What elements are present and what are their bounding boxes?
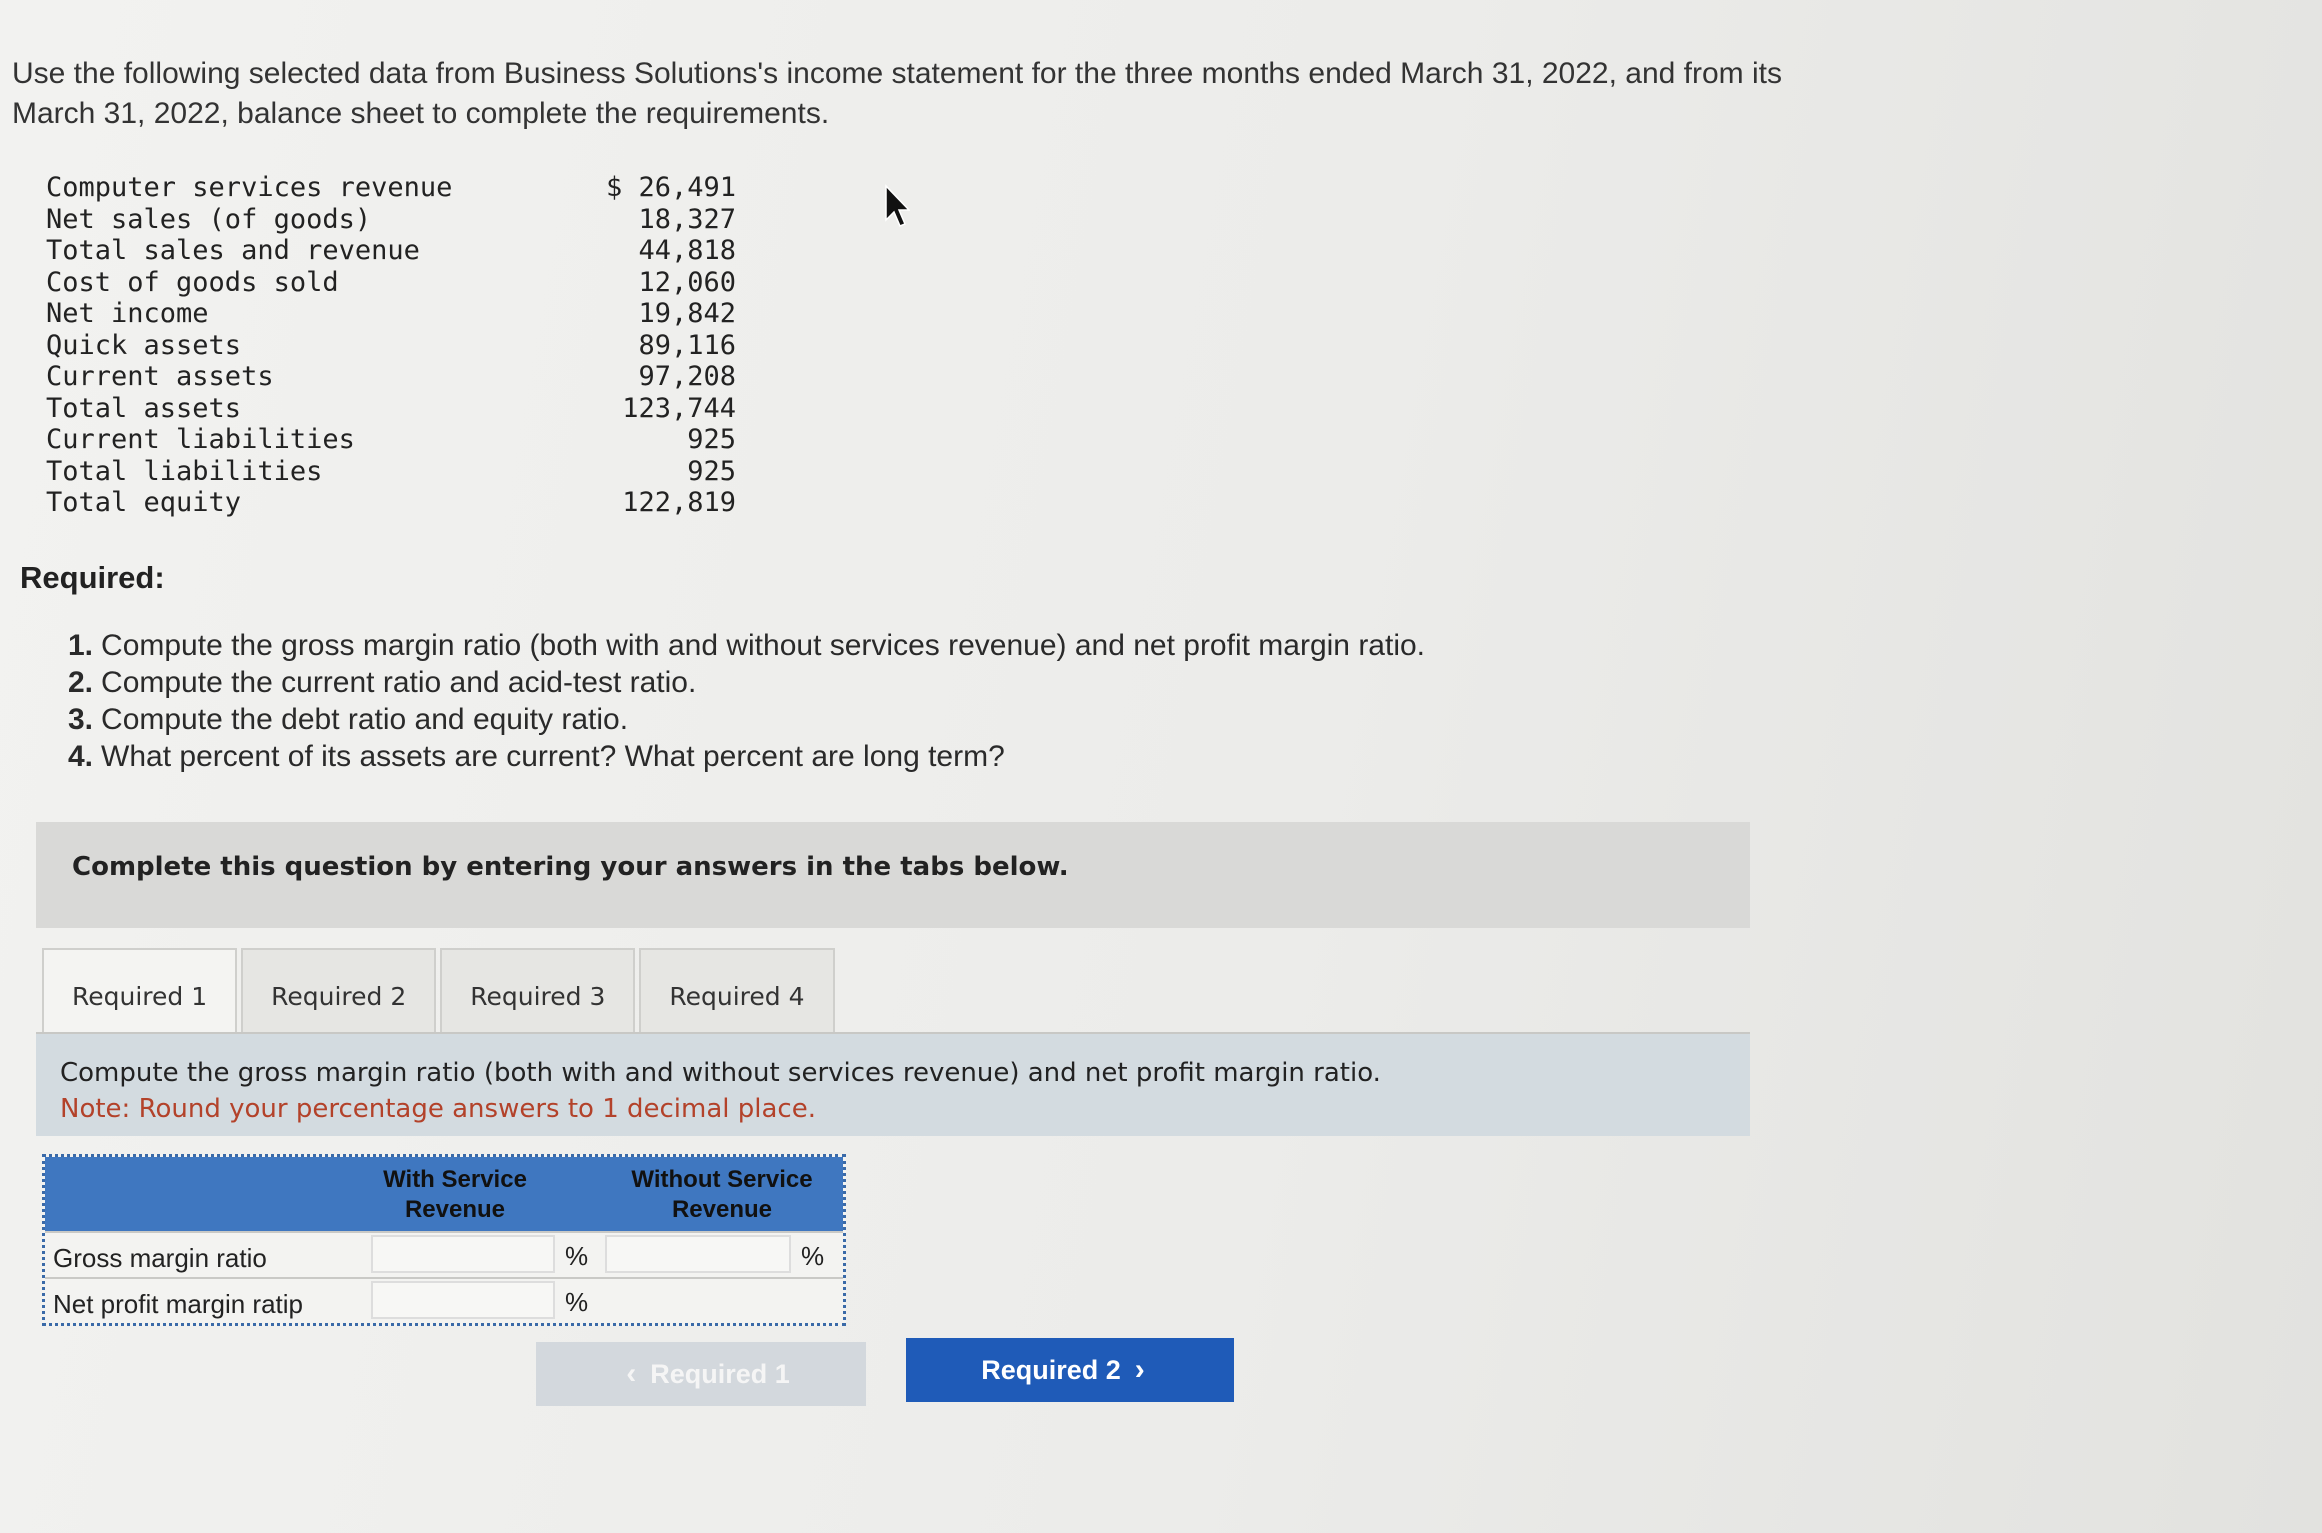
item-number: 2.	[68, 666, 94, 699]
required-heading: Required:	[20, 560, 165, 595]
data-row	[42, 235, 736, 267]
tab-required-3[interactable]: Required 3	[440, 948, 635, 1044]
net-profit-margin-input[interactable]	[371, 1281, 555, 1319]
financial-data-table	[42, 172, 736, 519]
mouse-cursor-icon	[884, 184, 910, 228]
data-label: Current liabilities	[46, 424, 355, 455]
data-label: Net income	[46, 298, 209, 329]
item-text: Compute the debt ratio and equity ratio.	[101, 703, 629, 736]
list-item	[68, 627, 1425, 664]
list-item	[68, 738, 1425, 775]
data-row	[42, 393, 736, 425]
data-value: 18,327	[638, 203, 736, 235]
previous-button-label: Required 1	[650, 1358, 790, 1389]
next-button-label: Required 2	[981, 1354, 1121, 1385]
data-label: Total liabilities	[46, 455, 323, 487]
data-row	[42, 487, 736, 519]
intro-line-2: March 31, 2022, balance sheet to complete the requirements.	[12, 97, 830, 130]
percent-unit: %	[565, 1241, 589, 1271]
data-label: Total equity	[46, 487, 242, 518]
chevron-left-icon: ‹	[626, 1357, 637, 1390]
list-item	[68, 701, 1425, 738]
column-header-without-service	[607, 1165, 837, 1225]
item-number: 4.	[68, 740, 94, 773]
data-label: Computer services revenue	[46, 172, 453, 203]
data-row	[42, 204, 736, 236]
data-row	[42, 172, 736, 204]
instruction-note: Note: Round your percentage answers to 1 decimal place.	[60, 1094, 816, 1124]
complete-prompt: Complete this question by entering your answers in the tabs below.	[72, 852, 1069, 882]
answer-table-header	[45, 1157, 843, 1231]
percent-unit: %	[801, 1241, 825, 1271]
data-row	[42, 298, 736, 330]
gross-margin-without-service-input[interactable]	[605, 1235, 791, 1273]
data-label: Total assets	[46, 392, 242, 424]
chevron-right-icon: ›	[1134, 1353, 1145, 1386]
data-label: Current assets	[46, 361, 274, 392]
data-row	[42, 361, 736, 393]
row-label: Gross margin ratio	[53, 1243, 267, 1273]
instruction-panel	[36, 1034, 1750, 1136]
answer-table	[42, 1154, 846, 1326]
previous-button[interactable]	[536, 1342, 866, 1406]
tab-required-2[interactable]: Required 2	[241, 948, 436, 1044]
data-row	[42, 424, 736, 456]
requirements-list	[68, 627, 1425, 775]
instruction-text: Compute the gross margin ratio (both with and without services revenue) and net profit margin ratio.	[60, 1058, 1381, 1088]
next-button[interactable]	[906, 1338, 1234, 1402]
data-row	[42, 330, 736, 362]
header-line: Without Service	[631, 1166, 813, 1193]
data-row	[42, 456, 736, 488]
header-line: Revenue	[671, 1196, 773, 1223]
tab-required-1[interactable]: Required 1	[42, 948, 237, 1044]
header-line: With Service	[383, 1166, 527, 1193]
percent-unit: %	[565, 1287, 589, 1317]
data-value: 44,818	[638, 235, 736, 266]
complete-instructions-banner	[36, 822, 1750, 928]
data-label: Quick assets	[46, 329, 242, 361]
data-value: 89,116	[638, 329, 736, 361]
data-row	[42, 267, 736, 299]
row-label: Net profit margin ratip	[53, 1289, 303, 1319]
data-value: 19,842	[638, 298, 736, 329]
data-label: Net sales (of goods)	[46, 203, 372, 235]
tab-required-4[interactable]: Required 4	[639, 948, 834, 1044]
data-label: Total sales and revenue	[46, 235, 420, 266]
table-row-net-profit-margin	[45, 1277, 843, 1325]
table-row-gross-margin	[45, 1231, 843, 1279]
data-value: 97,208	[638, 361, 736, 392]
item-number: 1.	[68, 629, 94, 662]
data-value: 12,060	[638, 266, 736, 298]
data-value: 925	[687, 455, 736, 487]
data-value: $ 26,491	[605, 172, 736, 203]
item-text: Compute the current ratio and acid-test ratio.	[101, 666, 697, 699]
item-text: What percent of its assets are current? What percent are long term?	[101, 740, 1005, 773]
data-value: 123,744	[622, 392, 736, 424]
intro-text	[12, 54, 1972, 134]
header-line: Revenue	[404, 1196, 506, 1223]
list-item	[68, 664, 1425, 701]
data-value: 925	[687, 424, 736, 455]
item-text: Compute the gross margin ratio (both with and without services revenue) and net profit margin ratio.	[101, 629, 1426, 662]
column-header-with-service	[375, 1165, 535, 1225]
intro-line-1: Use the following selected data from Business Solutions's income statement for the three months ended March 31, 2022, and from its	[12, 57, 1782, 90]
data-label: Cost of goods sold	[46, 266, 339, 298]
item-number: 3.	[68, 703, 94, 736]
gross-margin-with-service-input[interactable]	[371, 1235, 555, 1273]
requirement-tabs	[42, 948, 839, 1044]
data-value: 122,819	[622, 487, 736, 518]
